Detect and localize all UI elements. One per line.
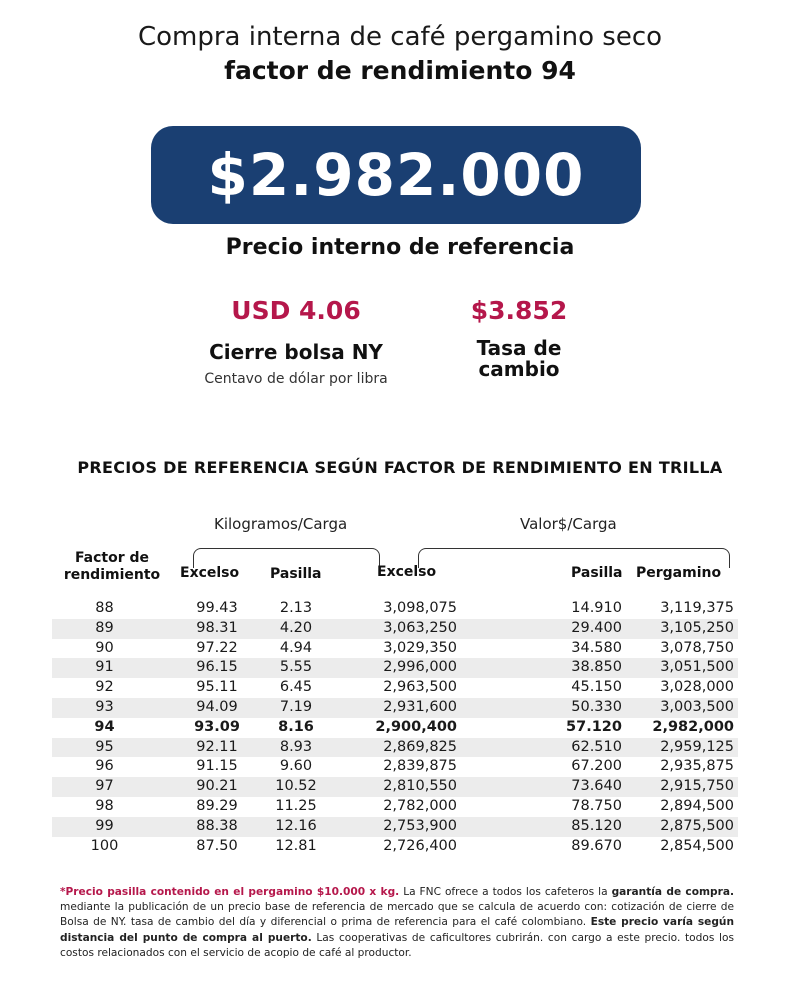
cell-excelso-kg: 87.50 [196, 837, 238, 854]
cell-pasilla-v: 29.400 [571, 619, 622, 636]
cell-factor: 91 [95, 659, 114, 676]
cell-factor: 92 [95, 679, 114, 696]
cell-pergamino-v: 2,935,875 [660, 758, 734, 775]
table-row [52, 757, 738, 777]
table-section-title: PRECIOS DE REFERENCIA SEGÚN FACTOR DE RENDIMIENTO EN TRILLA [77, 458, 723, 477]
cell-excelso-kg: 99.43 [196, 600, 238, 616]
exchange-rate-label-line2: cambio [478, 357, 560, 381]
table-row [52, 718, 738, 738]
cell-pasilla-kg: 4.94 [279, 639, 313, 656]
exchange-rate-label [444, 338, 594, 380]
cell-excelso-v: 2,753,900 [383, 817, 457, 834]
cell-excelso-kg: 95.11 [196, 679, 238, 696]
cell-pergamino-v: 2,982,000 [652, 718, 734, 735]
cell-pasilla-v: 57.120 [566, 718, 622, 735]
cell-excelso-v: 3,063,250 [383, 619, 457, 636]
cell-excelso-v: 3,098,075 [383, 600, 457, 616]
cell-excelso-kg: 97.22 [196, 639, 238, 656]
cell-excelso-v: 2,869,825 [383, 738, 457, 755]
cell-excelso-kg: 96.15 [196, 659, 238, 676]
header-pasilla-kg: Pasilla [270, 566, 322, 582]
cell-pergamino-v: 3,105,250 [660, 619, 734, 636]
footnote-pasilla-note: *Precio pasilla contenido en el pergamino $10.000 x kg. [60, 886, 400, 898]
cell-excelso-kg: 90.21 [196, 778, 238, 795]
cell-pergamino-v: 2,854,500 [660, 837, 734, 854]
cell-excelso-v: 2,810,550 [383, 778, 457, 795]
cell-excelso-v: 2,726,400 [383, 837, 457, 854]
table-row [52, 837, 738, 857]
table-row [52, 797, 738, 817]
cell-excelso-kg: 94.09 [196, 698, 238, 715]
price-table [52, 599, 738, 856]
cell-pasilla-v: 73.640 [571, 778, 622, 795]
cell-pergamino-v: 3,051,500 [660, 659, 734, 676]
cell-pasilla-v: 62.510 [571, 738, 622, 755]
table-row [52, 817, 738, 837]
cell-pasilla-v: 14.910 [571, 600, 622, 616]
cell-pasilla-kg: 12.16 [275, 817, 317, 834]
cell-factor: 98 [95, 797, 114, 814]
cell-factor: 97 [95, 778, 114, 795]
ny-close-unit: Centavo de dólar por libra [204, 371, 388, 387]
cell-excelso-kg: 93.09 [194, 718, 240, 735]
ny-close-label: Cierre bolsa NY [209, 340, 383, 364]
footnote-text-2: mediante la publicación de un precio base de referencia de mercado que se calcula de acuerdo con: cotización de cierre de Bolsa de NY. tasa de cambio del día y diferencial o prima de referencia para el café colombiano. [60, 901, 734, 929]
page-title: Compra interna de café pergamino seco [137, 22, 663, 52]
exchange-rate-value: $3.852 [470, 296, 568, 325]
cell-pasilla-v: 38.850 [571, 659, 622, 676]
footnote [60, 885, 734, 961]
cell-pasilla-v: 85.120 [571, 817, 622, 834]
table-row [52, 777, 738, 797]
reference-price-label: Precio interno de referencia [225, 235, 575, 260]
table-row [52, 738, 738, 758]
cell-excelso-kg: 88.38 [196, 817, 238, 834]
cell-excelso-v: 2,931,600 [383, 698, 457, 715]
cell-factor: 93 [95, 698, 114, 715]
cell-excelso-kg: 98.31 [196, 619, 238, 636]
table-row [52, 698, 738, 718]
cell-factor: 95 [95, 738, 114, 755]
cell-pergamino-v: 3,078,750 [660, 639, 734, 656]
cell-pasilla-kg: 12.81 [275, 837, 317, 854]
reference-price-value: $2.982.000 [207, 141, 585, 209]
cell-pasilla-v: 78.750 [571, 797, 622, 814]
footnote-text-3: Las cooperativas de caficultores cubrirán. con cargo a este precio. todos los costos relacionados con el servicio de acopio de café al productor. [60, 931, 734, 959]
footnote-guarantee: garantía de compra. [611, 886, 735, 898]
cell-factor: 96 [95, 758, 114, 775]
cell-pasilla-kg: 4.20 [279, 619, 313, 636]
cell-pasilla-kg: 9.60 [279, 758, 313, 775]
header-excelso-kg: Excelso [180, 565, 240, 581]
header-factor-line1: Factor de [74, 550, 150, 566]
ny-close-value: USD 4.06 [231, 296, 361, 325]
header-factor [52, 550, 172, 584]
cell-pasilla-v: 45.150 [571, 679, 622, 696]
group-label-kg: Kilogramos/Carga [214, 515, 348, 533]
cell-factor: 89 [95, 619, 114, 636]
cell-factor: 94 [94, 718, 115, 735]
cell-pasilla-kg: 10.52 [275, 778, 317, 795]
cell-pasilla-kg: 5.55 [279, 659, 313, 676]
cell-excelso-v: 2,839,875 [383, 758, 457, 775]
table-row [52, 619, 738, 639]
cell-factor: 99 [95, 817, 114, 834]
cell-excelso-kg: 91.15 [196, 758, 238, 775]
cell-excelso-v: 2,996,000 [383, 659, 457, 676]
table-row [52, 599, 738, 619]
cell-excelso-kg: 89.29 [196, 797, 238, 814]
cell-pasilla-kg: 8.16 [278, 718, 314, 735]
cell-factor: 88 [95, 600, 114, 616]
cell-excelso-kg: 92.11 [196, 738, 238, 755]
cell-pergamino-v: 3,119,375 [660, 600, 734, 616]
table-row [52, 658, 738, 678]
cell-pasilla-v: 34.580 [571, 639, 622, 656]
cell-pasilla-v: 67.200 [571, 758, 622, 775]
cell-excelso-v: 3,029,350 [383, 639, 457, 656]
exchange-rate-label-line1: Tasa de [476, 336, 562, 360]
cell-pergamino-v: 2,959,125 [660, 738, 734, 755]
table-row [52, 678, 738, 698]
cell-pasilla-kg: 7.19 [279, 698, 313, 715]
cell-pasilla-kg: 11.25 [275, 797, 317, 814]
cell-excelso-v: 2,963,500 [383, 679, 457, 696]
cell-pasilla-kg: 2.13 [279, 600, 313, 616]
cell-pasilla-v: 89.670 [571, 837, 622, 854]
cell-pasilla-kg: 6.45 [279, 679, 313, 696]
reference-price-box [151, 126, 641, 224]
header-pasilla-valor: Pasilla [571, 565, 623, 581]
footnote-distance-note: Este precio varía según distancia del punto de compra al puerto. [60, 916, 734, 944]
group-label-valor: Valor$/Carga [520, 515, 617, 533]
footnote-text-1: La FNC ofrece a todos los cafeteros la [399, 886, 612, 898]
cell-pergamino-v: 3,028,000 [660, 679, 734, 696]
cell-excelso-v: 2,900,400 [375, 718, 457, 735]
cell-pasilla-kg: 8.93 [279, 738, 313, 755]
cell-factor: 100 [90, 837, 119, 854]
cell-excelso-v: 2,782,000 [383, 797, 457, 814]
table-row [52, 639, 738, 659]
header-factor-line2: rendimiento [63, 567, 161, 583]
cell-pasilla-v: 50.330 [571, 698, 622, 715]
header-pergamino-valor: Pergamino [636, 565, 722, 581]
header-excelso-valor: Excelso [377, 564, 437, 580]
cell-pergamino-v: 2,875,500 [660, 817, 734, 834]
cell-pergamino-v: 2,915,750 [660, 778, 734, 795]
cell-pergamino-v: 2,894,500 [660, 797, 734, 814]
page-subtitle: factor de rendimiento 94 [224, 56, 576, 85]
cell-pergamino-v: 3,003,500 [660, 698, 734, 715]
cell-factor: 90 [95, 639, 114, 656]
